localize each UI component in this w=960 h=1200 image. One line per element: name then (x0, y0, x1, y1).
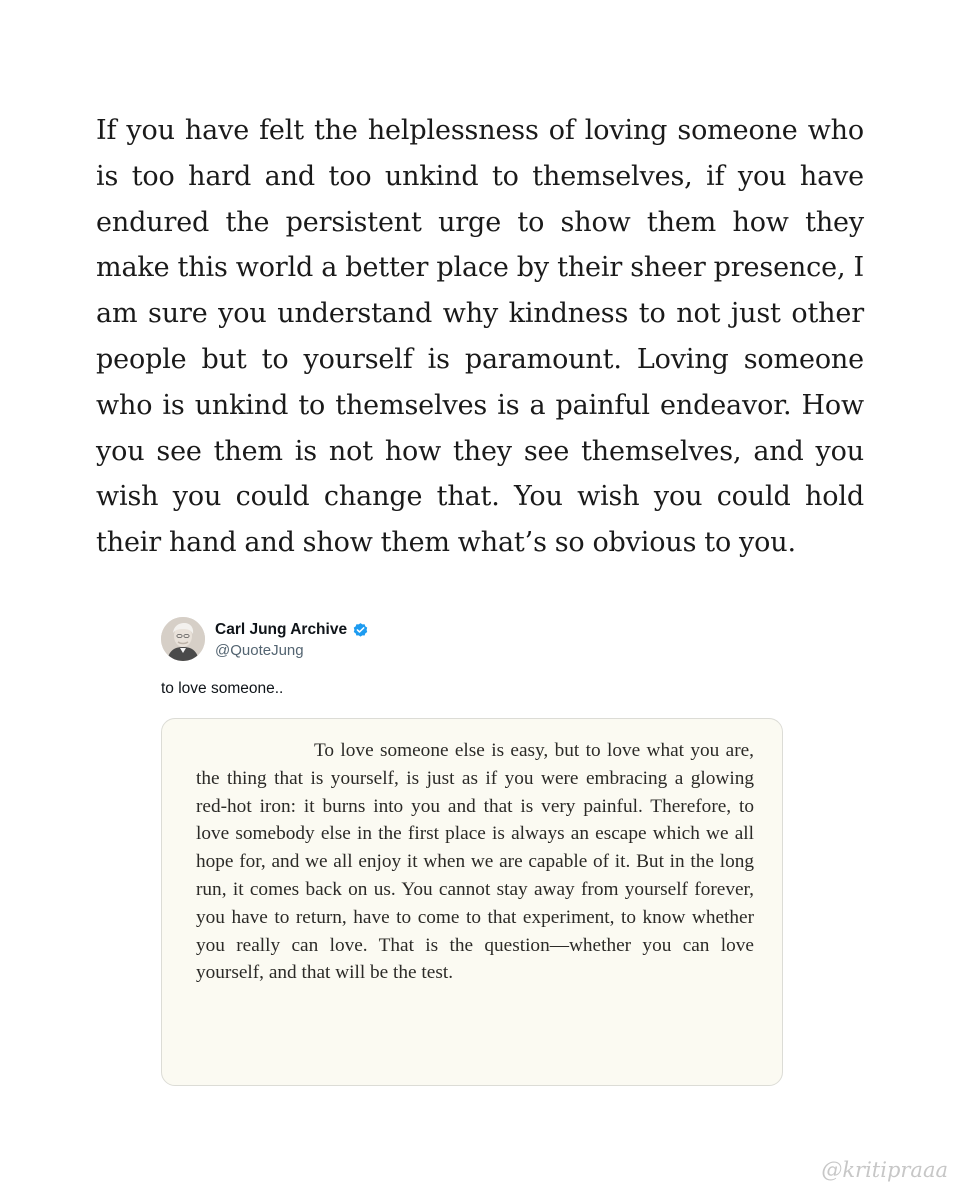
watermark: @kritipraaa (821, 1158, 948, 1182)
handle[interactable]: @QuoteJung (215, 642, 304, 659)
display-name[interactable]: Carl Jung Archive (215, 621, 348, 638)
essay-paragraph: If you have felt the helplessness of loving someone who is too hard and too unkind to themselves, if you have endured the persistent urge to show them how they make this world a better place by their sheer presence, I am sure you understand why kindness to not just other people but to yourself is paramount. Loving someone who is unkind to themselves is a painful endeavor. How you see them is not how they see themselves, and you wish you could change that. You wish you could hold their hand and show them what’s so obvious to you. (96, 115, 864, 559)
quote-image[interactable] (161, 718, 783, 1086)
avatar[interactable] (161, 617, 205, 661)
verified-badge-icon (352, 622, 369, 639)
tweet-header (161, 615, 561, 665)
book-excerpt-text: To love someone else is easy, but to love what you are, the thing that is yourself, is just as if you were embracing a glowing red-hot iron: it burns into you and that is very painful. Therefore, to love somebody else in the first place is always an escape which we all hope for, and we all enjoy it when we are capable of it. But in the long run, it comes back on us. You cannot stay away from yourself forever, you have to return, have to come to that experiment, to know whether you really can love. That is the question—whether you can love yourself, and that will be the test. (196, 740, 754, 984)
tweet-card (161, 615, 785, 1090)
name-line (215, 621, 369, 639)
tweet-text: to love someone.. (161, 680, 284, 697)
carl-jung-portrait-icon (161, 617, 205, 661)
